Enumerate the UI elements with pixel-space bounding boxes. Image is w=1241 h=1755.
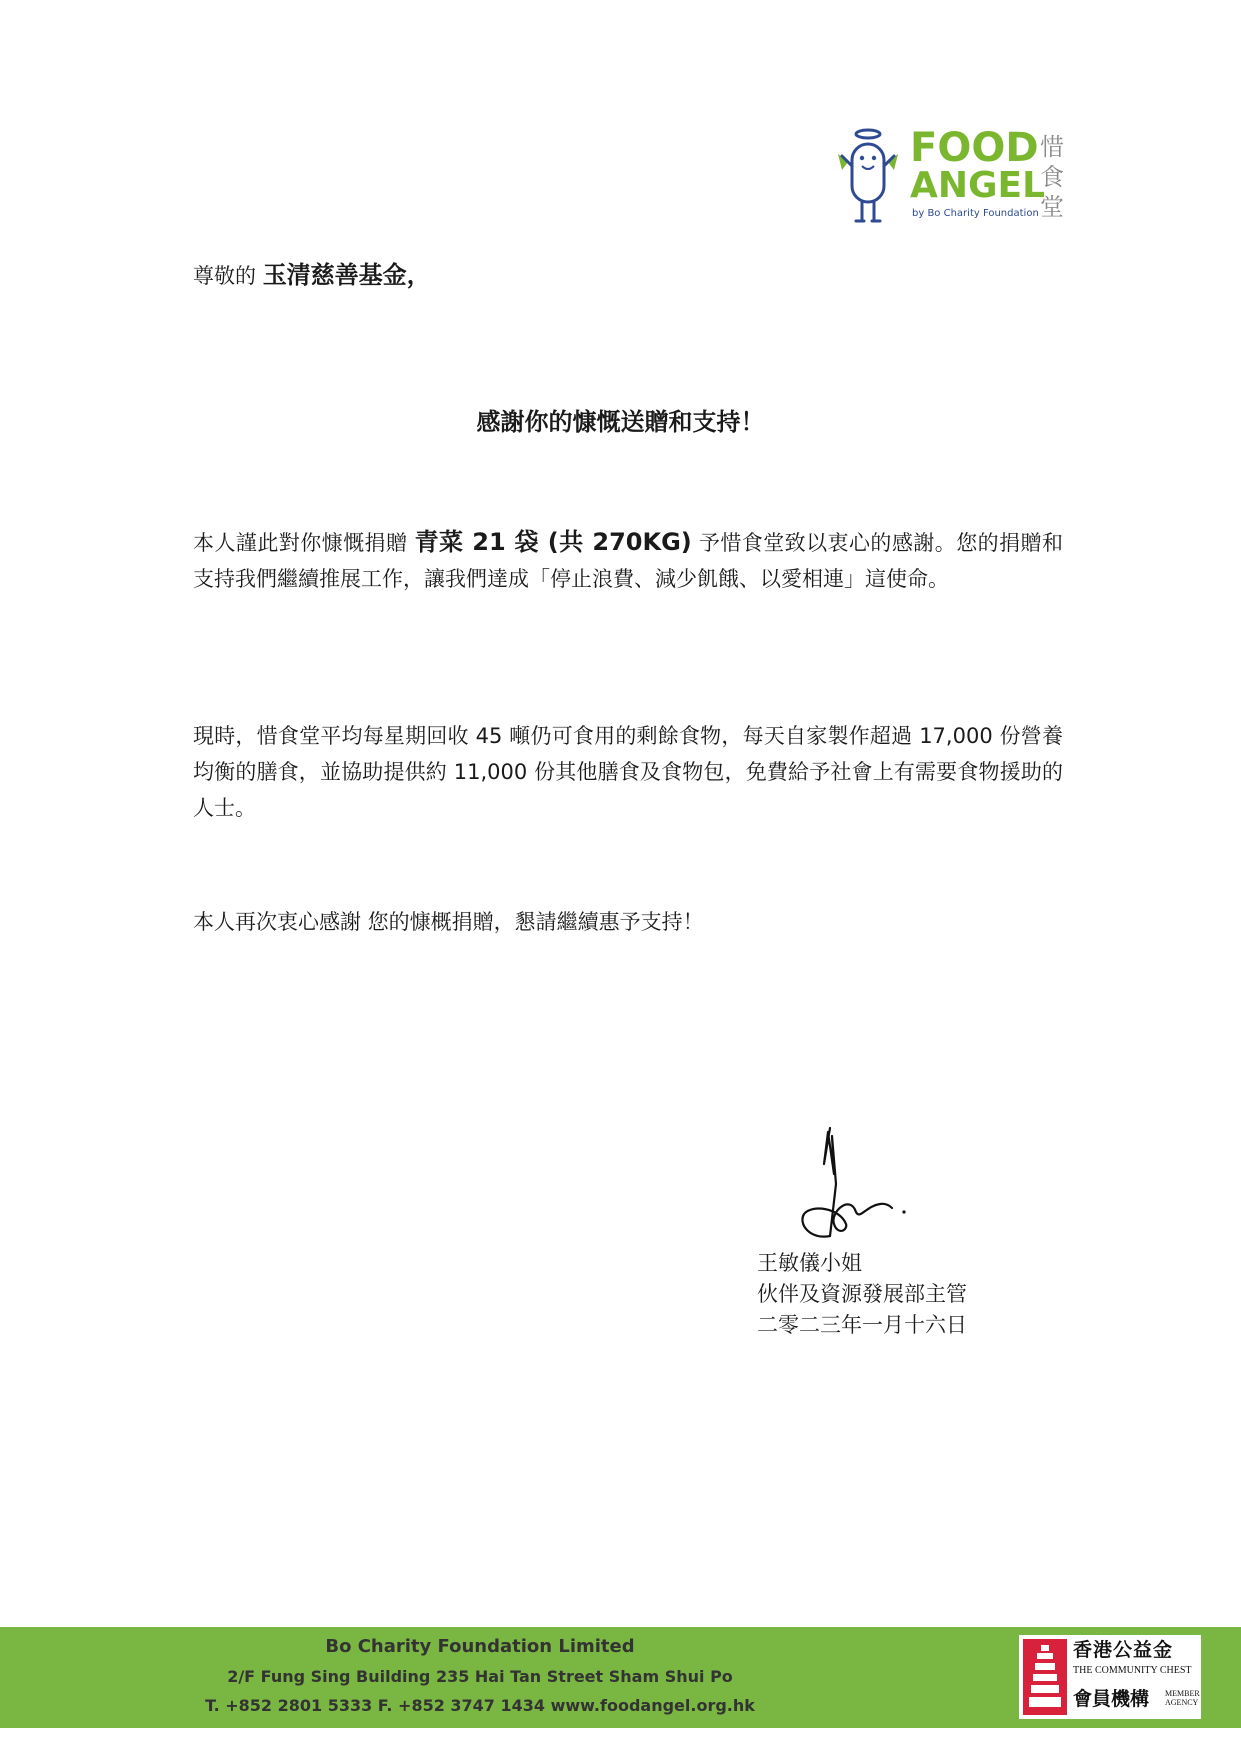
signer-block [757,1248,967,1341]
letter-heading: 感謝你的慷慨送贈和支持！ [476,408,765,436]
logo-food-text: FOOD [910,125,1039,171]
community-chest-badge [1019,1635,1201,1719]
letter-date: 二零二三年一月十六日 [757,1313,967,1337]
para1-intro: 本人謹此對你慷慨捐贈 [193,531,415,555]
signer-name: 王敏儀小姐 [757,1251,862,1275]
logo-chinese-name: 惜食堂 [1040,133,1064,221]
footer-contact: T. +852 2801 5333 F. +852 3747 1434 www.foodangel.org.hk [205,1696,755,1715]
paragraph-impact: 現時，惜食堂平均每星期回收 45 噸仍可食用的剩餘食物，每天自家製作超過 17,000 份營養均衡的膳食，並協助提供約 11,000 份其他膳食及食物包，免費給予社會上有需要食物援助的人士。 [193,724,1063,820]
para1-rest: 予惜食堂致以衷心的感謝。您的捐贈和支持我們繼續推展工作，讓我們達成「停止浪費、減少飢餓、以愛相連」這使命。 [193,531,1063,591]
community-chest-chinese: 香港公益金 [1073,1639,1174,1661]
footer-company: Bo Charity Foundation Limited [325,1636,635,1657]
recipient-name: 玉清慈善基金， [262,261,431,289]
paragraph-closing: 本人再次衷心感謝 您的慷概捐贈，懇請繼續惠予支持！ [193,910,704,934]
angel-mascot-icon [838,126,902,226]
footer-address: 2/F Fung Sing Building 235 Hai Tan Street Sham Shui Po [227,1667,733,1686]
member-agency-english: MEMBER AGENCY [1165,1689,1200,1707]
food-angel-logo [838,126,1070,226]
salutation [193,257,431,294]
logo-angel-text: ANGEL [910,165,1046,206]
footer-bar [0,1627,1241,1728]
community-chest-emblem-icon [1023,1639,1067,1715]
donation-item: 青菜 21 袋 (共 270KG) [414,528,692,556]
handwritten-signature [790,1124,910,1246]
salutation-prefix: 尊敬的 [193,264,263,288]
community-chest-english: THE COMMUNITY CHEST [1073,1665,1192,1676]
logo-subtitle: by Bo Charity Foundation [912,208,1039,219]
signer-title: 伙伴及資源發展部主管 [757,1282,967,1306]
paragraph-donation [193,524,1063,597]
member-agency-chinese: 會員機構 [1073,1688,1150,1710]
